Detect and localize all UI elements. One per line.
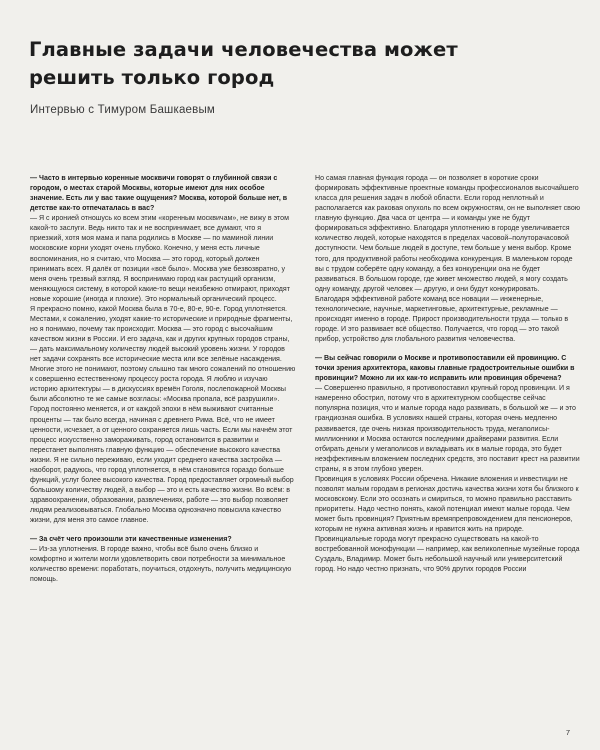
interview-answer: — Совершенно правильно, я противопоставил крупный город провинции. И я намеренно обострил, потому что в архитектурном сообществе сейчас популярна позиция, что и малые города надо развивать, в большой же — и это грандиозная ошибка. В условиях нашей страны, которая очень медленно развивается, где очень низкая производительность труда, мегаполисы-миллионники и Москва остаются последними драйверами развития. Если отбирать деньги у мегаполисов и вкладывать их в малые города, это будет неэффективным вложением последних средств, это поставит крест на развитии страны, я в этом глубоко уверен.: [315, 385, 580, 473]
right-column: [315, 174, 581, 730]
body-paragraph: Город постоянно меняется, и от каждой эпохи в нём выживают считанные проценты — так было всегда, начиная с древнего Рима. Всё, что не имеет ценности, исчезает, а от ценного сохраняется лишь часть. Если мы начнём этот процесс искусственно замораживать, город остановится в развитии и перестанет выполнять главную функцию — обеспечение высокого качества жизни. Я не сильно переживаю, если уходит среднего качества застройка — наоборот, радуюсь, что город уплотняется, в нём становится гораздо больше функций, услуг более высокого качества. Город предоставляет огромный выбор большому количеству людей, а выбор — это и есть качество жизни. Во всём: в здравоохранении, образовании, развлечениях, работе — это выбор позволяет людям реализовываться. Глобально Москва однозначно повысила качество жизни, для меня это самое главное.: [30, 406, 294, 525]
body-paragraph: Провинция в условиях России обречена. Никакие вложения и инвестиции не позволят малым городам в регионах достичь качества жизни хотя бы близкого к московскому. Если это осознать и смириться, то можно правильно расставить приоритеты. Надо честно понять, какой потенциал имеют малые города. Чем может быть провинция? Приятным времяпрепровождением для пенсионеров, которым не нужна активная жизнь и нравится жить на природе. Провинциальные города могут прекрасно существовать на какой-то востребованной монофункции — например, как великолепные музейные города Суздаль, Владимир. Может быть небольшой научный или университетский город. Но надо честно признать, что 90% других городов России: [315, 475, 580, 574]
article-title: Главные задачи человечества может решить только город: [29, 38, 458, 89]
body-paragraph: Благодаря эффективной работе команд все новации — инженерные, технологические, научные, маркетинговые, архитектурные, рекламные — происходят именно в городе. Прирост производительности труда — только в городе. И это развивает всё общество. Получается, что город — это такой прибор, устройство для глобального развития человечества.: [315, 295, 569, 343]
interview-question: — За счёт чего произошли эти качественные изменения?: [30, 536, 232, 544]
interview-question: — Часто в интервью коренные москвичи говорят о глубинной связи с городом, о местах старой Москвы, которые имеют для них особое значение. Есть ли у вас такие ощущения? Москва, которой больше нет, в детстве как-то отпечаталась в вас?: [30, 175, 288, 213]
interview-answer: — Из-за уплотнения. В городе важно, чтобы всё было очень близко и комфортно и жители могли удовлетворить свои потребности за минимальное количество времени: поработать, поучиться, отдохнуть, получить медицинскую помощь.: [30, 546, 292, 584]
article-subtitle: Интервью с Тимуром Башкаевым: [30, 104, 216, 116]
interview-question: — Вы сейчас говорили о Москве и противопоставили ей провинцию. С точки зрения архитектора, каковы главные градостроительные ошибки в провинции? Можно ли их как-то исправить или провинция обречена?: [315, 355, 575, 383]
body-paragraph: Но самая главная функция города — он позволяет в короткие сроки формировать эффективные проектные команды профессионалов высочайшего класса для решения задач в любой области. Если город неплотный и располагается как раковая опухоль по всем окружностям, он не выполняет свою главную функцию. Два часа от центра — и команды уже не будут формироваться эффективно. Благодаря уплотнению в городе увеличивается количество людей, которые находятся в пределах часовой–полуторачасовой доступности. Чем больше людей в доступе, тем больше у меня выбор. Кроме того, для продуктивной работы необходима конкуренция. В маленьком городе вы с трудом соберёте одну команду, а без конкуренции она не будет развиваться. В большом городе, где живет множество людей, я могу создать одну команду, другой человек — другую, и они будут конкурировать.: [315, 175, 581, 293]
body-paragraph: Я прекрасно помню, какой Москва была в 70-е, 80-е, 90-е. Город уплотняется. Местами, к сожалению, уходят какие-то исторические и природные фрагменты, но я понимаю, почему так происходит. Москва — это город с высочайшим качеством жизни в России. И его задача, как и других крупных городов страны, — дать максимальному количеству людей высокий уровень жизни. У городов нет задачи сохранять все исторические места или все зелёные насаждения. Многие этого не понимают, поэтому слышно так много сожалений по отношению к совершенно естественному процессу роста города. Я люблю и изучаю историю архитектуры — в дискуссиях времён Гоголя, послепожарной Москвы были абсолютно те же самые возгласы: «Москва пропала, всё разрушили».: [30, 305, 296, 404]
page-number: 7: [565, 728, 570, 737]
interview-answer: — Я с иронией отношусь ко всем этим «коренным москвичам», не вижу в этом какой-то заслуги. Ведь никто так и не воспринимает, все думают, что я приезжий, хотя моя мама и папа родились в Москве — по маминой линии московские корни уходят очень глубоко. Конечно, у меня есть личные воспоминания, но я считаю, что Москва — это город, который должен принимать всех. Я далёк от позиции «всё было». Москва уже безвозвратно, у меня очень трезвый взгляд. Я воспринимаю город как растущий организм, меняющуюся систему, в которой какие-то вещи неизбежно отмирают, приходят новые хорошие (иногда и плохие). Это нормальный органический процесс.: [30, 215, 290, 303]
left-column: [30, 174, 296, 730]
